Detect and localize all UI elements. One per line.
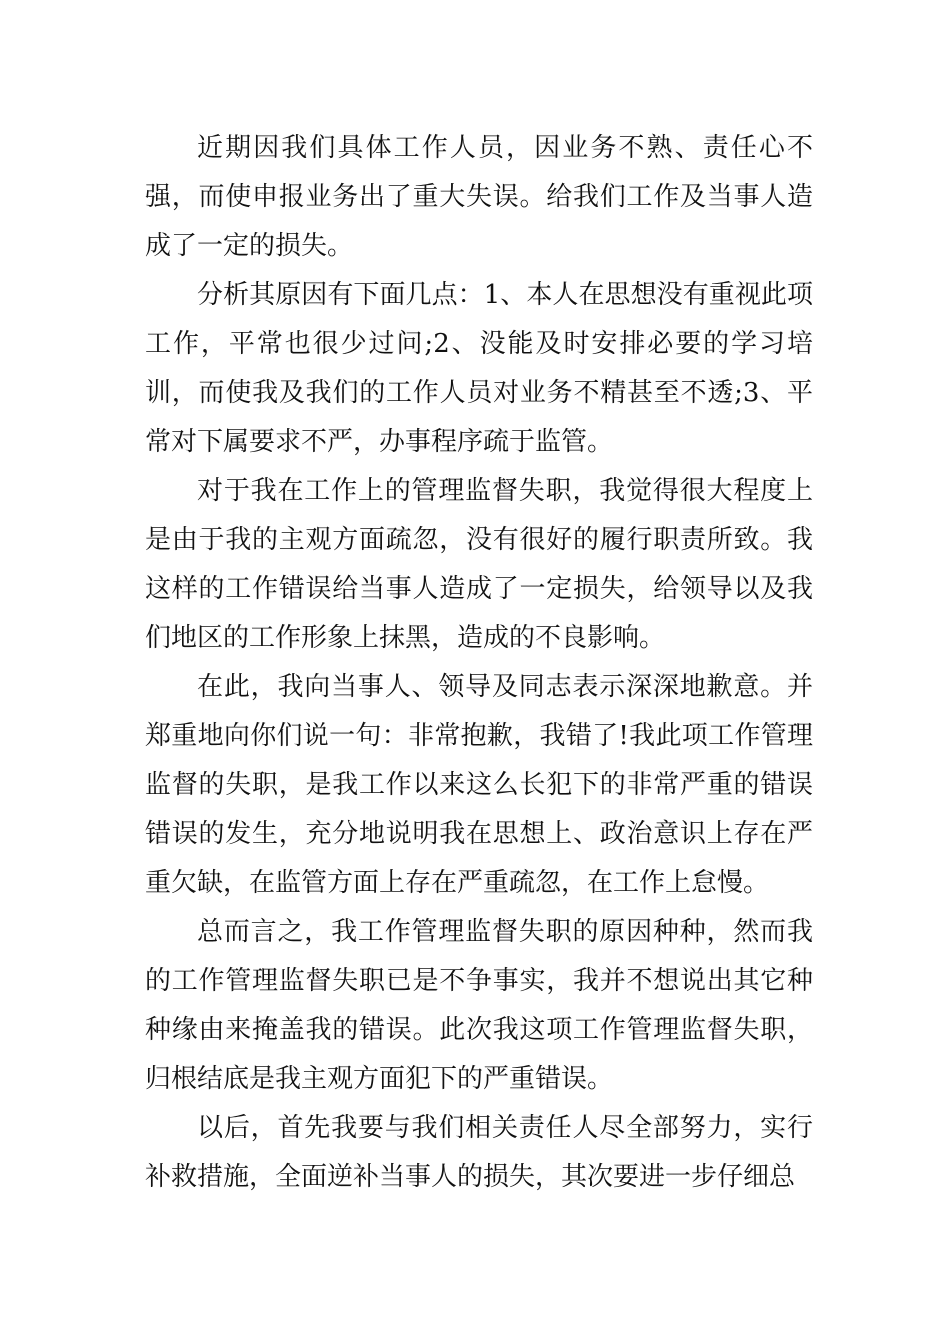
paragraph-2: 分析其原因有下面几点：1、本人在思想没有重视此项工作，平常也很少过问;2、没能及时安排必要的学习培训，而使我及我们的工作人员对业务不精甚至不透;3、平常对下属要求不严，办事程序疏于监管。 [145, 280, 813, 457]
document-body [145, 124, 813, 1202]
paragraph-4: 在此，我向当事人、领导及同志表示深深地歉意。并郑重地向你们说一句：非常抱歉，我错了!我此项工作管理监督的失职，是我工作以来这么长犯下的非常严重的错误错误的发生，充分地说明我在思想上、政治意识上存在严重欠缺，在监管方面上存在严重疏忽，在工作上怠慢。 [145, 672, 813, 898]
paragraph-3: 对于我在工作上的管理监督失职，我觉得很大程度上是由于我的主观方面疏忽，没有很好的履行职责所致。我这样的工作错误给当事人造成了一定损失，给领导以及我们地区的工作形象上抹黑，造成的不良影响。 [145, 476, 813, 653]
paragraph-6: 以后，首先我要与我们相关责任人尽全部努力，实行补救措施，全面逆补当事人的损失，其次要进一步仔细总 [145, 1113, 813, 1192]
paragraph-5: 总而言之，我工作管理监督失职的原因种种，然而我的工作管理监督失职已是不争事实，我并不想说出其它种种缘由来掩盖我的错误。此次我这项工作管理监督失职，归根结底是我主观方面犯下的严重错误。 [145, 917, 813, 1094]
paragraph-1: 近期因我们具体工作人员，因业务不熟、责任心不强，而使申报业务出了重大失误。给我们工作及当事人造成了一定的损失。 [145, 133, 813, 261]
